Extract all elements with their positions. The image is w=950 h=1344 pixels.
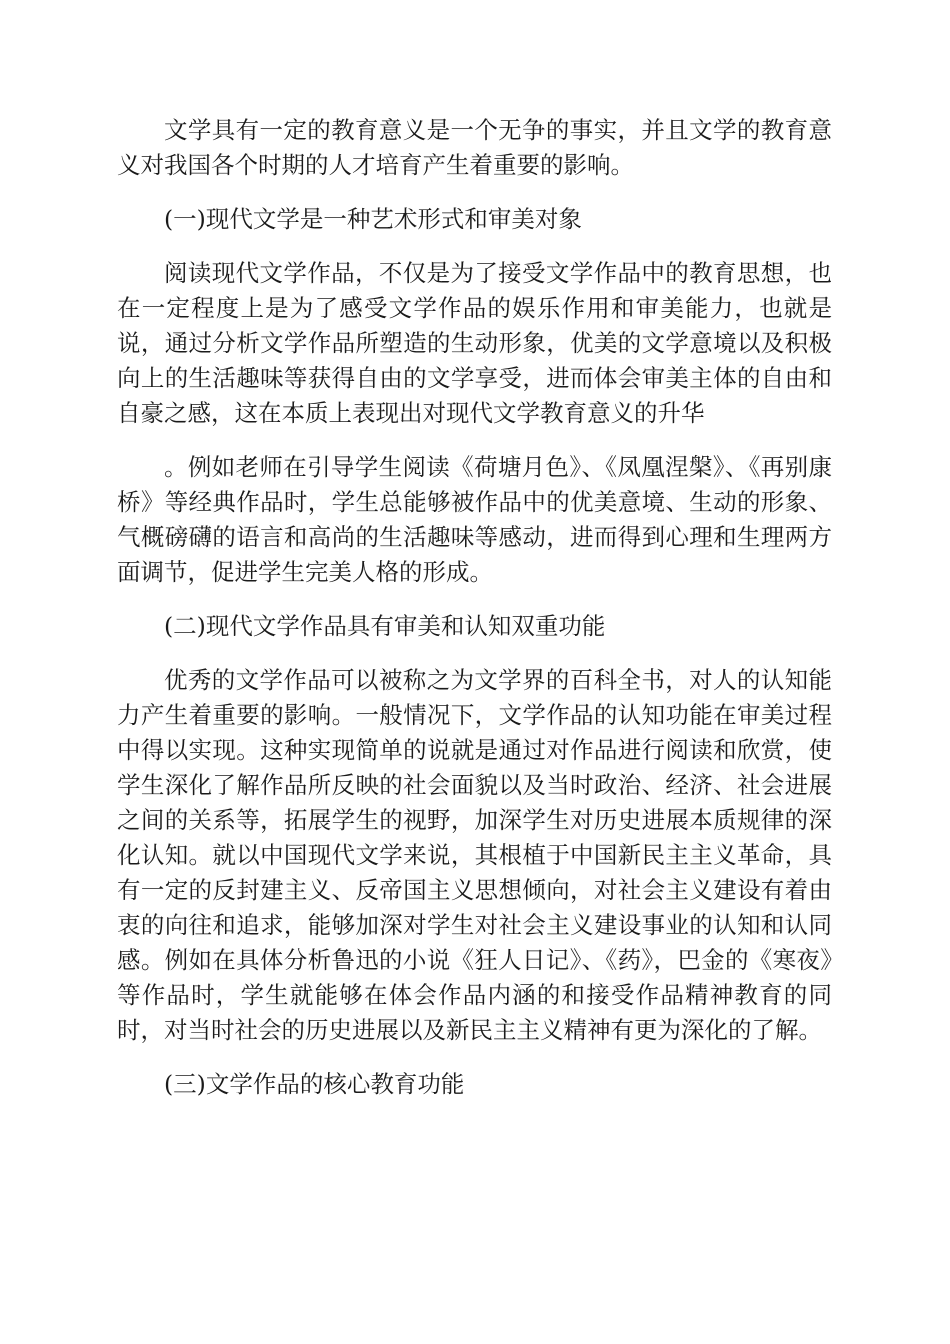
paragraph-section-1: 阅读现代文学作品，不仅是为了接受文学作品中的教育思想，也在一定程度上是为了感受文学作品的娱乐作用和审美能力，也就是说，通过分析文学作品所塑造的生动形象，优美的文学意境以及积极向上的生活趣味等获得自由的文学享受，进而体会审美主体的自由和自豪之感，这在本质上表现出对现代文学教育意义的升华 bbox=[117, 259, 832, 427]
paragraph-intro: 文学具有一定的教育意义是一个无争的事实，并且文学的教育意义对我国各个时期的人才培育产生着重要的影响。 bbox=[117, 116, 832, 179]
paragraph-section-2: 优秀的文学作品可以被称之为文学界的百科全书，对人的认知能力产生着重要的影响。一般情况下，文学作品的认知功能在审美过程中得以实现。这种实现简单的说就是通过对作品进行阅读和欣赏，使学生深化了解作品所反映的社会面貌以及当时政治、经济、社会进展之间的关系等，拓展学生的视野，加深学生对历史进展本质规律的深化认知。就以中国现代文学来说，其根植于中国新民主主义革命，具有一定的反封建主义、反帝国主义思想倾向，对社会主义建设有着由衷的向往和追求，能够加深对学生对社会主义建设事业的认知和认同感。例如在具体分析鲁迅的小说《狂人日记》、《药》，巴金的《寒夜》等作品时，学生就能够在体会作品内涵的和接受作品精神教育的同时，对当时社会的历史进展以及新民主主义精神有更为深化的了解。 bbox=[117, 666, 832, 1044]
document-body bbox=[117, 113, 832, 1121]
section-heading-2: (二)现代文学作品具有审美和认知双重功能 bbox=[164, 612, 606, 640]
paragraph-section-1-example: 。例如老师在引导学生阅读《荷塘月色》、《凤凰涅槃》、《再别康桥》等经典作品时，学生总能够被作品中的优美意境、生动的形象、气概磅礴的语言和高尚的生活趣味等感动，进而得到心理和生理两方面调节，促进学生完美人格的形成。 bbox=[117, 453, 832, 586]
section-heading-3: (三)文学作品的核心教育功能 bbox=[164, 1070, 465, 1098]
section-heading-1: (一)现代文学是一种艺术形式和审美对象 bbox=[164, 205, 582, 233]
